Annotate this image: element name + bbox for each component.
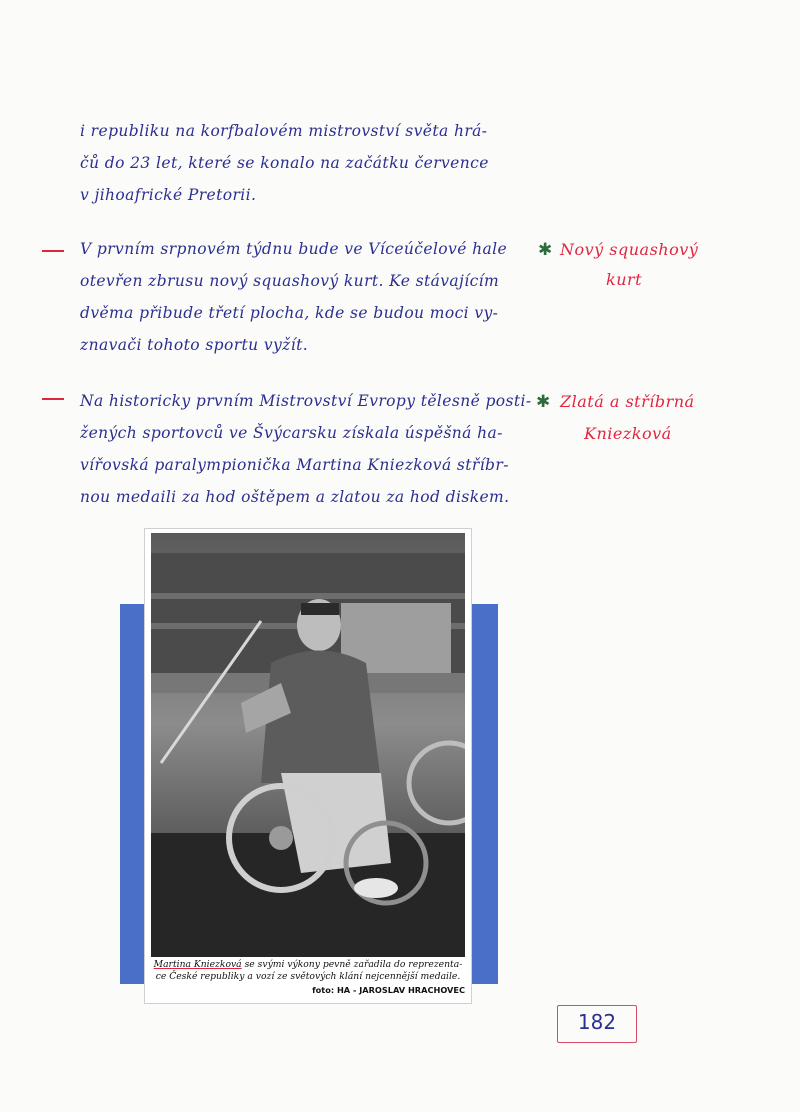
paralympic-note-line-1: Zlatá a stříbrná [560, 392, 695, 411]
squash-line-1: V prvním srpnovém týdnu bude ve Víceúčelové hale [80, 240, 508, 258]
asterisk-icon: ✱ [536, 392, 551, 412]
squash-line-3: dvěma přibude třetí plocha, kde se budou moci vy- [80, 304, 499, 322]
squash-line-2: otevřen zbrusu nový squashový kurt. Ke stávajícím [80, 272, 500, 290]
caption-text-2: ce České republiky a vozí ze světových klání nejcennější medaile. [155, 970, 461, 982]
athlete-photo [151, 533, 465, 957]
paralympic-note-line-2: Kniezková [584, 424, 672, 443]
page-number-box [557, 1005, 637, 1043]
wheelchair-athlete-photo-icon [151, 533, 465, 957]
intro-line-1: i republiku na korfbalovém mistrovství světa hrá- [80, 122, 488, 140]
bullet-dash-paralympic [42, 398, 64, 400]
photo-credit: foto: HA - JAROSLAV HRACHOVEC [312, 985, 465, 995]
page-number: 182 [577, 1010, 617, 1034]
squash-note-line-2: kurt [606, 270, 643, 289]
caption-text-1: se svými výkony pevně zařadila do reprezenta- [241, 959, 463, 970]
asterisk-icon: ✱ [538, 240, 553, 260]
bullet-dash-squash [42, 250, 64, 252]
squash-note-line-1: Nový squashový [560, 240, 699, 259]
paralympic-line-2: žených sportovců ve Švýcarsku získala úspěšná ha- [80, 424, 503, 442]
intro-line-3: v jihoafrické Pretorii. [80, 186, 257, 204]
photo-caption [149, 959, 467, 982]
paralympic-line-1: Na historicky prvním Mistrovství Evropy tělesně posti- [80, 392, 532, 410]
caption-athlete-name: Martina Kniezková [153, 959, 242, 970]
paralympic-line-4: nou medaili za hod oštěpem a zlatou za hod diskem. [80, 488, 510, 506]
squash-line-4: znavači tohoto sportu vyžít. [80, 336, 309, 354]
paralympic-line-3: vířovská paralympionička Martina Kniezková stříbr- [80, 456, 509, 474]
newspaper-clipping [144, 528, 472, 1004]
intro-line-2: čů do 23 let, které se konalo na začátku července [80, 154, 489, 172]
